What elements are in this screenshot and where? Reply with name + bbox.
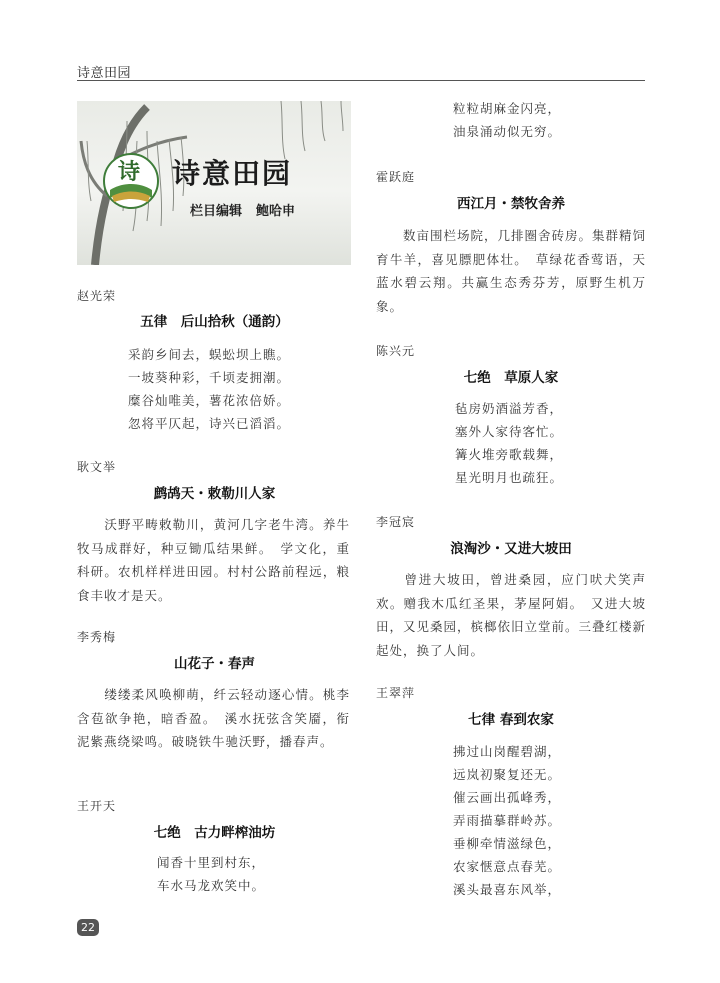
poem-author: 耿文举 bbox=[77, 460, 117, 474]
poem-title: 山花子・春声 bbox=[174, 656, 255, 672]
verse-line: 垂柳牵情滋绿色， bbox=[453, 836, 562, 851]
poem-author: 霍跃庭 bbox=[376, 170, 416, 184]
verse-line: 毡房奶酒溢芳香， bbox=[455, 401, 564, 416]
poem-title: 西江月・禁牧舍养 bbox=[457, 196, 565, 212]
section-header-title: 诗意田园 bbox=[77, 66, 132, 81]
poem-prose: 沃野平畴敕勒川，黄河几字老牛湾。养牛牧马成群好，种豆锄瓜结果鲜。 学文化，重科研。农机样样进田园。村村公路前程远，粮食丰收才是天。 bbox=[77, 517, 350, 603]
verse-line: 星光明月也疏狂。 bbox=[455, 470, 564, 485]
verse-line: 采韵乡间去，蜈蚣坝上瞧。 bbox=[128, 347, 291, 362]
verse-line: 塞外人家待客忙。 bbox=[455, 424, 564, 439]
poem-verse bbox=[455, 397, 563, 489]
poem-prose: 缕缕柔风唤柳萌，纤云轻动逐心情。桃李含苞欲争艳，暗香盈。 溪水抚弦含笑靥，衔泥紫燕绕梁鸣。破晓铁牛驰沃野，播春声。 bbox=[77, 687, 350, 749]
poem-author: 李冠宸 bbox=[376, 515, 416, 529]
logo-glyph: 诗 bbox=[118, 160, 141, 185]
verse-line: 一坡葵种彩，千顷麦拥潮。 bbox=[128, 370, 291, 385]
poem-title: 七绝 草原人家 bbox=[463, 370, 559, 386]
editor-name: 鲍哈申 bbox=[256, 204, 296, 219]
verse-line: 拂过山岗醒碧湖， bbox=[453, 744, 562, 759]
poem-title: 鹧鸪天・敕勒川人家 bbox=[153, 486, 276, 502]
poem-author: 李秀梅 bbox=[77, 630, 117, 644]
verse-line: 油泉涌动似无穷。 bbox=[453, 124, 562, 139]
poem-prose: 数亩围栏场院，几排圈舍砖房。集群精饲育牛羊，喜见膘肥体壮。 草绿花香莺语，天蓝水碧云翔。共赢生态秀芬芳，原野生机万象。 bbox=[376, 228, 647, 314]
verse-line: 闻香十里到村东， bbox=[157, 855, 266, 870]
verse-line: 催云画出孤峰秀， bbox=[453, 790, 562, 805]
banner-title: 诗意田园 bbox=[172, 157, 293, 190]
poem-verse bbox=[453, 740, 561, 901]
poem-verse bbox=[453, 97, 561, 143]
poem-author: 王翠萍 bbox=[376, 686, 416, 700]
verse-line: 溪头最喜东风举， bbox=[453, 882, 562, 897]
poem-title: 五律 后山拾秋（通韵） bbox=[140, 314, 289, 330]
header-rule bbox=[77, 80, 645, 81]
verse-line: 农家惬意点春芜。 bbox=[453, 859, 562, 874]
banner-editor-line bbox=[190, 200, 295, 219]
poem-author: 王开天 bbox=[77, 799, 117, 813]
verse-line: 忽将平仄起，诗兴已滔滔。 bbox=[128, 416, 291, 431]
verse-line: 糜谷灿唯美，薯花浓倍娇。 bbox=[128, 393, 291, 408]
verse-line: 弄雨描摹群岭苏。 bbox=[453, 813, 562, 828]
poem-title: 七律 春到农家 bbox=[468, 712, 554, 728]
poem-title: 七绝 古力畔榨油坊 bbox=[153, 825, 276, 841]
poem-title: 浪淘沙・又进大坡田 bbox=[450, 541, 572, 557]
verse-line: 远岚初聚复还无。 bbox=[453, 767, 562, 782]
poem-prose: 曾进大坡田，曾进桑园，应门吠犬笑声欢。赠我木瓜红圣果，茅屋阿娟。 又进大坡田，又见桑园，槟榔依旧立堂前。三叠红楼新起处，换了人间。 bbox=[376, 572, 647, 658]
page-number: 22 bbox=[77, 919, 99, 936]
editor-label: 栏目编辑 bbox=[190, 204, 243, 219]
poem-author: 陈兴元 bbox=[376, 344, 416, 358]
verse-line: 粒粒胡麻金闪亮， bbox=[453, 101, 562, 116]
poem-verse bbox=[128, 343, 290, 435]
verse-line: 篝火堆旁歌载舞， bbox=[455, 447, 564, 462]
poem-verse bbox=[157, 851, 265, 897]
verse-line: 车水马龙欢笑中。 bbox=[157, 878, 266, 893]
poem-author: 赵光荣 bbox=[77, 289, 117, 303]
